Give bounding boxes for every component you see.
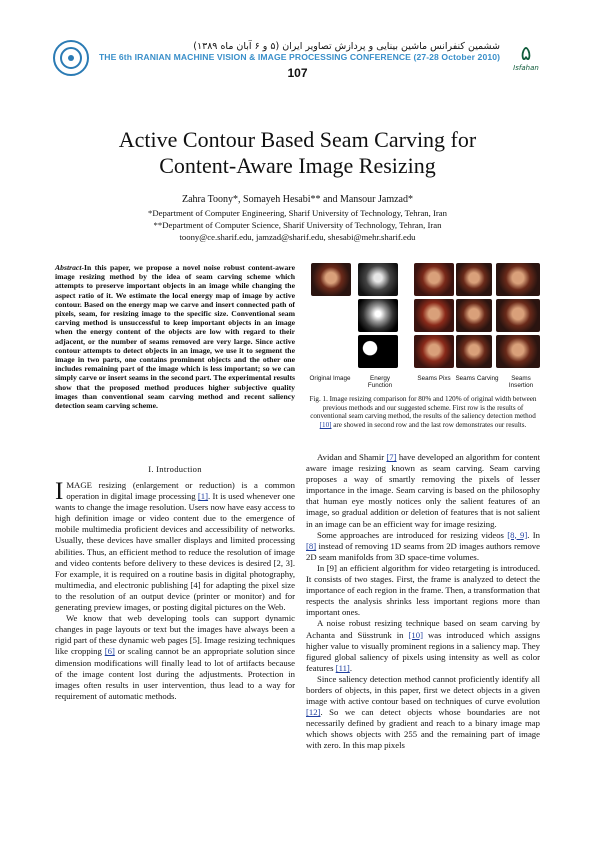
author-emails: toony@ce.sharif.edu, jamzad@sharif.edu, shesabi@mehr.sharif.edu <box>179 232 416 242</box>
figure-label-seam-insertion: Seams Insertion <box>508 375 534 390</box>
figure-cell-seam-carving <box>456 263 492 296</box>
abstract <box>55 263 295 410</box>
drop-cap: I <box>55 478 64 505</box>
farsi-conference-title: ششمین کنفرانس ماشین بینایی و پردازش تصاویر ایران (۵ و ۶ آبان ماه ۱۳۸۹) <box>193 41 500 52</box>
citation-link[interactable]: [12] <box>306 707 321 718</box>
conference-title: THE 6th IRANIAN MACHINE VISION & IMAGE PROCESSING CONFERENCE (27-28 October 2010) <box>98 52 501 62</box>
title-line-2: Content-Aware Image Resizing <box>159 153 436 178</box>
citation-link[interactable]: [8] <box>306 540 317 551</box>
paragraph-saliency: A noise robust resizing technique based on seam carving by Achanta and Süsstrunk in [10] was introduced which assigns higher value to visually prominent regions in a saliency map. They figured global saliency of pixels using intensity as well as color features [11]. <box>306 618 540 673</box>
intro-paragraph-2: We know that web developing tools can support dynamic changes in page layouts or text but the images have always been a rigid part of these dynamic web pages [5]. Image resizing techniques like cropping [6] or scaling cannot be an appropriate solution since dimension modifications will finally lead to lot of artifacts because of the image content lost during the adjustments. Protection in images often results in user intervention, thus lead to a way for requirement of automatic methods. <box>55 613 295 701</box>
figure-label-original: Original Image <box>309 375 351 382</box>
figure-label-seam-pixels: Seams Pixs <box>417 375 451 382</box>
abstract-text: In this paper, we propose a novel noise robust content-aware image resizing method by the idea of seam carving scheme which attempts to preserve important objects in an image while changing the aspect ratio of it. We estimate the local energy map of image by active contour. Based on the energy map we carve and insert connected path of pixels, seam, for resizing image to the specific size. Conventional seam carving method is unsuccessful to keep important objects in an image when the energy content of the objects are low with regard to their adjacent, or the number of seams removed are very large. Since active contour attempts to detect objects in an image, we use it to segment the image in two parts, one contains prominent objects and the other one includes remaining part of the image which is less important; so we can simply carve or insert seams in the second part. The experimental results show that the proposed method produces higher subjective quality images than conventional seam carving method and recent saliency detection seam carving scheme. <box>55 263 295 411</box>
citation-link[interactable]: [8, 9] <box>507 529 528 540</box>
intro-paragraph-1: IMAGE resizing (enlargement or reduction) is a common operation in digital image processing [1]. It is used whenever one wants to change the image resolution. Users now have easy access to high definition image or video content due to the emergence of mobile multimedia proficient devices and accessibility of networks. Usually, these devices have smaller displays and limited processing abilities. Thus, an efficient method to reduce the resolution of image and video contents before delivery to these devices is desired [2, 3]. For example, it is required on a routine basis in digital photography, multimedia, and electronic publishing [4] for adapting the pixel size to the resolution of an output device (printer or monitor) and for generating preview images, or posting digital pictures on the Web. <box>55 478 295 613</box>
page-number: 107 <box>287 66 308 80</box>
title-line-1: Active Contour Based Seam Carving for <box>118 127 477 152</box>
figure-cell-seam-insertion <box>496 263 540 296</box>
figure-1-image-grid <box>306 263 540 373</box>
introduction-body <box>55 480 295 702</box>
figure-cell-energy <box>358 299 398 332</box>
paper-title <box>0 127 595 179</box>
figure-label-seam-carving: Seams Carving <box>455 375 499 382</box>
figure-cell-seam-pixels <box>414 299 454 332</box>
citation-link[interactable]: [10] <box>408 629 423 640</box>
paragraph-video-retargeting: In [9] an efficient algorithm for video retargeting is introduced. It consists of two stages. First, the frame is analyzed to detect the importance of each region in the frame. Then, a transformation that respects the analysis shrinks less important regions more than important ones. <box>306 562 540 618</box>
paragraph-seam-carving: Avidan and Shamir [7] have developed an algorithm for content aware image resizing known as seam carving. Seam carving proposes a way of smartly removing the pixels of lesser importance in the image. Seam carving is based on the philosophy that human eye mostly notices only the salient features of an image, so gradual addition or deletion of features that is not salient in an image can be an efficient way for image resizing. <box>306 452 540 529</box>
figure-cell-seam-insertion <box>496 299 540 332</box>
university-logo-icon: ۵ Isfahan <box>511 42 541 86</box>
right-column-body <box>306 452 540 752</box>
figure-cell-seam-carving <box>456 299 492 332</box>
figure-cell-seam-pixels <box>414 335 454 368</box>
citation-link[interactable]: [10] <box>319 420 332 429</box>
citation-link[interactable]: [11] <box>335 662 350 673</box>
figure-label-energy: Energy Function <box>367 375 393 390</box>
figure-cell-seam-carving <box>456 335 492 368</box>
figure-cell-energy <box>358 263 398 296</box>
figure-cell-energy <box>358 335 398 368</box>
section-heading-introduction: I. Introduction <box>148 464 202 474</box>
affiliation-2: **Department of Computer Science, Sharif University of Technology, Tehran, Iran <box>153 220 442 230</box>
figure-caption: Fig. 1. Image resizing comparison for 80% and 120% of original width between previous methods and our suggested scheme. First row is the results of conventional seam carving method, the results of the saliency detection method [10] are showed in second row and the last row demonstrates our results. <box>309 395 537 429</box>
abstract-label: Abstract- <box>55 263 85 272</box>
citation-link[interactable]: [7] <box>386 452 397 462</box>
paragraph-proposed-method: Since saliency detection method cannot proficiently identify all borders of objects, in this paper, first we detect objects in a given image with active contour based on techniques of curve evolution [12]. So we can detect objects whose boundaries are not necessarily defined by gradient and reach to a binary image map which shows objects with 255 and the remaining part of image with zero. In this map pixels <box>306 673 540 751</box>
paragraph-video-resizing: Some approaches are introduced for resizing videos [8, 9]. In [8] instead of removing 1D seams from 2D images authors remove 2D seam manifolds from 3D space-time volumes. <box>306 529 540 562</box>
author-list: Zahra Toony*, Somayeh Hesabi** and Mansour Jamzad* <box>181 194 413 205</box>
university-logo-tag: Isfahan <box>513 64 539 72</box>
citation-link[interactable]: [6] <box>104 646 115 657</box>
figure-cell-seam-pixels <box>414 263 454 296</box>
citation-link[interactable]: [1] <box>197 491 209 502</box>
figure-cell-original <box>311 263 351 296</box>
affiliation-1: *Department of Computer Engineering, Sharif University of Technology, Tehran, Iran <box>148 208 447 218</box>
figure-cell-seam-insertion <box>496 335 540 368</box>
